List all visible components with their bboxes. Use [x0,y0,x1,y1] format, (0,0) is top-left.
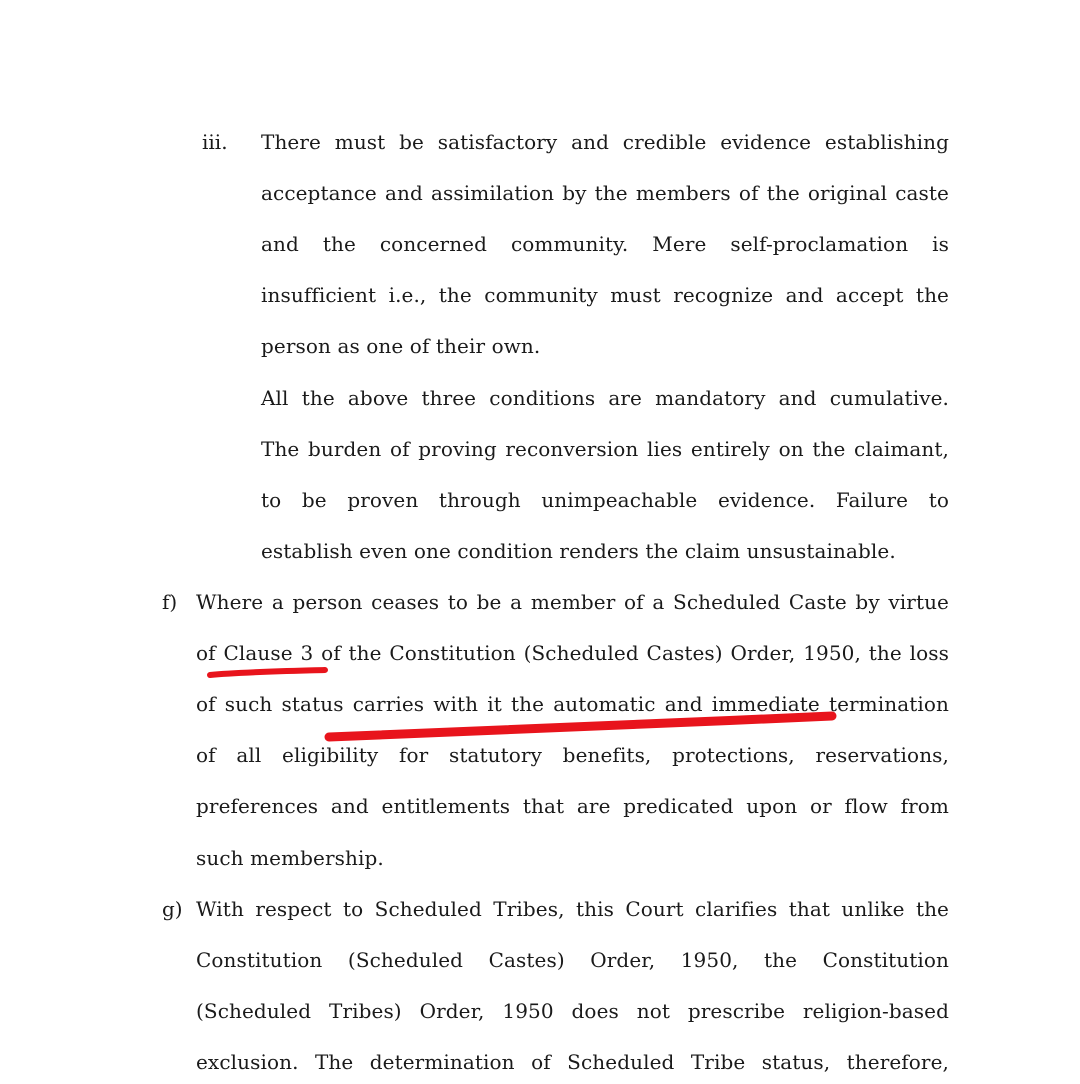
list-marker-iii: iii. [202,130,228,154]
text-line: such membership. [196,846,384,870]
text-line: preferences and entitlements that are predicated upon or flow from [196,794,949,818]
underline-clause-3 [210,670,325,675]
underline-automatic-immediate [329,716,832,737]
text-line: Where a person ceases to be a member of a Scheduled Caste by virtue [196,590,949,614]
text-line: There must be satisfactory and credible evidence establishing [261,130,949,154]
text-line: establish even one condition renders the claim unsustainable. [261,539,896,563]
text-line: The burden of proving reconversion lies entirely on the claimant, [261,437,949,461]
text-line: All the above three conditions are mandatory and cumulative. [261,386,949,410]
text-line: and the concerned community. Mere self-proclamation is [261,232,949,256]
text-line: of such status carries with it the automatic and immediate termination [196,692,949,716]
text-line: of Clause 3 of the Constitution (Scheduled Castes) Order, 1950, the loss [196,641,949,665]
text-line: to be proven through unimpeachable evidence. Failure to [261,488,949,512]
text-line: acceptance and assimilation by the members of the original caste [261,181,949,205]
text-line: exclusion. The determination of Scheduled Tribe status, therefore, [196,1050,949,1074]
text-line: insufficient i.e., the community must recognize and accept the [261,283,949,307]
text-line: of all eligibility for statutory benefits, protections, reservations, [196,743,949,767]
text-line: (Scheduled Tribes) Order, 1950 does not prescribe religion-based [196,999,949,1023]
text-line: person as one of their own. [261,334,541,358]
list-marker-f: f) [162,590,178,614]
text-line: With respect to Scheduled Tribes, this Court clarifies that unlike the [196,897,949,921]
text-line: Constitution (Scheduled Castes) Order, 1950, the Constitution [196,948,949,972]
list-marker-g: g) [162,897,183,921]
